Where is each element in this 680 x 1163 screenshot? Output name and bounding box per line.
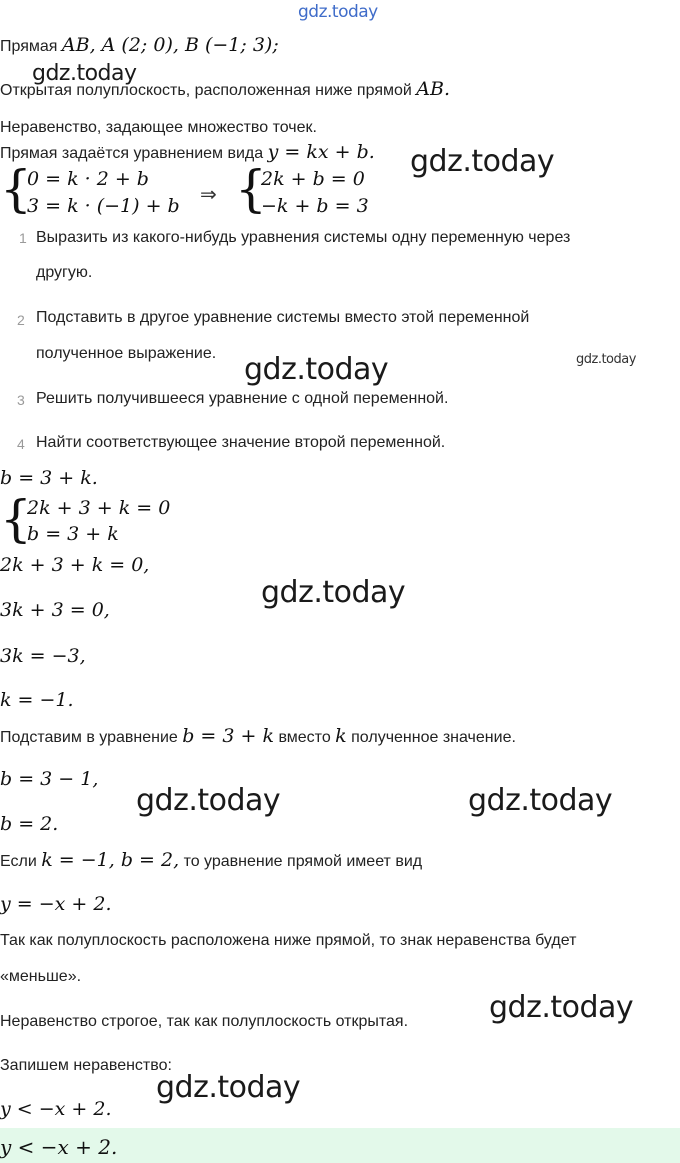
system1-eq-4: −k + b = 3 [261, 195, 369, 217]
watermark: gdz.today [261, 575, 406, 610]
watermark: gdz.today [489, 990, 634, 1025]
watermark: gdz.today [244, 352, 389, 387]
b-expression: b = 3 + k. [0, 467, 98, 489]
write-inequality: Запишем неравенство: [0, 1057, 172, 1074]
intro-line-1: Прямая AB, A (2; 0), B (−1; 3); [0, 34, 279, 56]
reason-line-1: Так как полуплоскость расположена ниже прямой, то знак неравенства будет [0, 932, 577, 949]
line-equation: y = −x + 2. [0, 893, 112, 915]
step-number: 1 [19, 230, 27, 246]
step-1-line-1: Выразить из какого-нибудь уравнения системы одну переменную через [36, 229, 571, 246]
equation: 3k + 3 = 0, [0, 599, 110, 621]
watermark-top: gdz.today [298, 2, 378, 22]
system-brace: { [235, 160, 267, 218]
system1-eq-2: 3 = k · (−1) + b [27, 195, 180, 217]
step-2-line-1: Подставить в другое уравнение системы вместо этой переменной [36, 309, 530, 326]
reason-line-2: «меньше». [0, 968, 82, 985]
line-equation-intro: Если k = −1, b = 2, то уравнение прямой имеет вид [0, 849, 423, 871]
step-4-line-1: Найти соответствующее значение второй переменной. [36, 434, 446, 451]
step-number: 2 [17, 312, 25, 328]
watermark: gdz.today [32, 61, 137, 86]
given-points: AB, A (2; 0), B (−1; 3); [61, 34, 279, 56]
step-number: 4 [17, 436, 25, 452]
inequality: y < −x + 2. [0, 1098, 112, 1120]
step-3-line-1: Решить получившееся уравнение с одной переменной. [36, 390, 449, 407]
watermark: gdz.today [156, 1070, 301, 1105]
system-brace: { [0, 490, 32, 548]
equation: 2k + 3 + k = 0, [0, 554, 150, 576]
intro-line-2: Открытая полуплоскость, расположенная ниже прямой AB. [0, 78, 450, 100]
intro-line-4: Прямая задаётся уравнением вида y = kx + b. [0, 141, 375, 163]
system1-eq-3: 2k + b = 0 [261, 168, 365, 190]
implies-arrow: ⇒ [200, 182, 217, 206]
system-brace: { [0, 160, 32, 218]
watermark: gdz.today [468, 783, 613, 818]
step-2-line-2: полученное выражение. [36, 345, 217, 362]
system1-eq-1: 0 = k · 2 + b [27, 168, 149, 190]
strict-reason: Неравенство строгое, так как полуплоскость открытая. [0, 1013, 409, 1030]
intro-line-3: Неравенство, задающее множество точек. [0, 119, 317, 136]
equation: k = −1. [0, 689, 74, 711]
step-number: 3 [17, 392, 25, 408]
equation: 3k = −3, [0, 645, 86, 667]
answer: y < −x + 2. [0, 1135, 118, 1159]
b-value: b = 3 − 1, [0, 768, 99, 790]
watermark: gdz.today [576, 352, 636, 367]
system2-eq-2: b = 3 + k [27, 523, 119, 545]
step-1-line-2: другую. [36, 264, 93, 281]
b-value: b = 2. [0, 813, 59, 835]
watermark: gdz.today [136, 783, 281, 818]
substitution-text: Подставим в уравнение b = 3 + k вместо k полученное значение. [0, 725, 516, 747]
watermark: gdz.today [410, 144, 555, 179]
system2-eq-1: 2k + 3 + k = 0 [27, 497, 171, 519]
